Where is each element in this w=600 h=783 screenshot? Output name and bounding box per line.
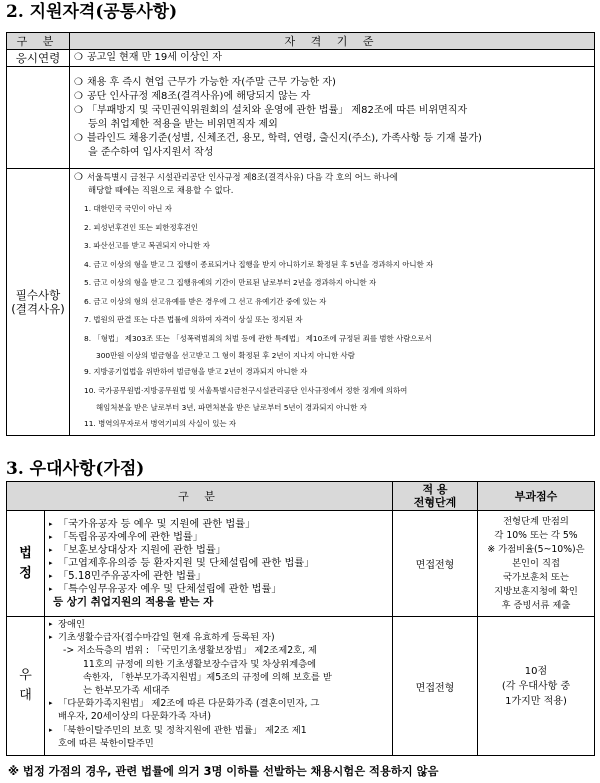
legal-item: 「고엽제후유의증 등 환자지원 및 단체설립에 관한 법률」 (58, 558, 315, 569)
legal-label-line2: 정 (19, 565, 32, 581)
pref-line: -> 저소득층의 범위 : 「국민기초생활보장법」 제2조제2호, 제 (63, 645, 317, 657)
legal-score (478, 511, 595, 617)
footnote: ※ 법정 가점의 경우, 관련 법률에 의거 3명 이하를 선발하는 채용시험은 적용하지 않음 (8, 765, 439, 778)
age-text: 공고일 현재 만 19세 이상인 자 (87, 52, 222, 63)
disq-item: 6. 금고 이상의 형의 선고유예를 받은 경우에 그 선고 유예기간 중에 있는 자 (84, 296, 327, 306)
pref-line: 는 한부모가족 세대주 (83, 685, 170, 697)
preference-row (7, 617, 595, 756)
pref-line: 「다문화가족지원법」 제2조에 따른 다문화가족 (결혼이민자, 그 (58, 698, 320, 710)
disq-intro-1: 서울특별시 금천구 시설관리공단 인사규정 제8조(결격사유) 다음 각 호의 어느 하나에 (87, 172, 398, 182)
disqualification-criteria (70, 169, 595, 436)
preference-stage: 면접전형 (393, 617, 478, 756)
triangle-bullet-icon: ▸ (49, 699, 53, 708)
common-row (7, 67, 595, 169)
disq-item-cont: 해임처분을 받은 날로부터 3년, 파면처분을 받은 날로부터 5년이 경과되지 아니한 자 (96, 403, 367, 412)
section3-title: 3. 우대사항(가점) (6, 459, 145, 479)
common-item: 블라인드 채용기준(성별, 신체조건, 용모, 학력, 연령, 출신지(주소), 가족사항 등 기재 불가) (87, 132, 482, 144)
triangle-bullet-icon: ▸ (49, 520, 53, 528)
triangle-bullet-icon: ▸ (49, 559, 53, 567)
preference-criteria (45, 617, 393, 756)
disq-item: 11. 병역의무자로서 병역기피의 사실이 있는 자 (84, 419, 237, 428)
triangle-bullet-icon: ▸ (49, 585, 53, 593)
common-item: 「부패방지 및 국민권익위원회의 설치와 운영에 관한 법률」 제82조에 따른 비위면직자 (87, 104, 468, 116)
legal-item: 「보훈보상대상자 지원에 관한 법률」 (58, 545, 226, 556)
preference-label-line1: 우 (19, 668, 32, 683)
header-category: 구 분 (7, 482, 393, 511)
pref-line: 호에 따른 북한이탈주민 (58, 737, 154, 749)
common-item: 을 준수하여 입사지원서 작성 (88, 146, 214, 158)
disqualification-label (7, 169, 70, 436)
circle-bullet-icon: ❍ (74, 104, 83, 116)
age-criteria (70, 50, 595, 67)
pref-line: 「북한이탈주민의 보호 및 정착지원에 관한 법률」 제2조 제1 (58, 724, 307, 736)
legal-label-line1: 법 (19, 545, 32, 561)
legal-item: 「독립유공자예우에 관한 법률」 (58, 532, 203, 543)
legal-score-line: ※ 가점비율(5~10%)은 (487, 543, 585, 555)
disq-item: 8. 「형법」 제303조 또는 「성폭력범죄의 처벌 등에 관한 특례법」 제10조에 규정된 죄를 범한 사람으로서 (84, 333, 432, 343)
triangle-bullet-icon: ▸ (49, 546, 53, 554)
legal-label (7, 511, 45, 617)
legal-score-line: 후 증빙서류 제출 (501, 599, 571, 611)
common-item: 등의 취업제한 적용을 받는 비위면직자 제외 (88, 118, 278, 130)
pref-line: 배우자, 20세이상의 다문화가족 자녀) (58, 711, 212, 723)
disqualification-row (7, 169, 595, 436)
preference-header-row (7, 482, 595, 511)
legal-stage: 면접전형 (393, 511, 478, 617)
preference-score-line2: (각 우대사항 중 (501, 680, 571, 692)
pref-line: 11호의 규정에 의한 기초생활보장수급자 및 차상위계층에 (83, 658, 317, 670)
disq-item: 9. 지방공기업법을 위반하여 벌금형을 받고 2년이 경과되지 아니한 자 (84, 367, 308, 376)
triangle-bullet-icon: ▸ (49, 572, 53, 580)
header-stage-line1: 적 용 (422, 483, 448, 496)
common-item: 채용 후 즉시 현업 근무가 가능한 자(주말 근무 가능한 자) (87, 76, 336, 88)
legal-item: 「국가유공자 등 예우 및 지원에 관한 법률」 (58, 519, 256, 530)
triangle-bullet-icon: ▸ (49, 633, 53, 642)
disq-item: 2. 피성년후견인 또는 피한정후견인 (84, 222, 199, 232)
preference-score (478, 617, 595, 756)
disq-item: 5. 금고 이상의 형을 받고 그 집행유예의 기간이 만료된 날로부터 2년을 경과하지 아니한 자 (84, 278, 377, 287)
qualification-header-row (7, 33, 595, 50)
disqualification-label-line2: (결격사유) (11, 301, 65, 316)
circle-bullet-icon: ❍ (74, 132, 83, 144)
circle-bullet-icon: ❍ (74, 90, 83, 102)
legal-item: 「특수임무유공자 예우 및 단체설립에 관한 법률」 (58, 584, 282, 595)
legal-row (7, 511, 595, 617)
header-criteria: 자 격 기 준 (70, 33, 595, 50)
triangle-bullet-icon: ▸ (49, 620, 53, 628)
legal-summary: 등 상기 취업지원의 적용을 받는 자 (53, 596, 214, 608)
disqualification-label-line1: 필수사항 (15, 287, 61, 302)
disq-item: 4. 금고 이상의 형을 받고 그 집행이 종료되거나 집행을 받지 아니하기로 확정된 후 5년을 경과하지 아니한 자 (84, 259, 434, 269)
header-stage (393, 482, 478, 511)
age-label: 응시연령 (7, 50, 70, 67)
disq-item: 10. 국가공무원법·지방공무원법 및 서울특별시금천구시설관리공단 인사규정에서 정한 징계에 의하여 (84, 385, 408, 395)
disq-item: 7. 법원의 판결 또는 다른 법률에 의하여 자격이 상실 또는 정지된 자 (84, 315, 303, 324)
disq-item-cont: 300만원 이상의 벌금형을 선고받고 그 형이 확정된 후 2년이 지나지 아니한 사람 (96, 351, 355, 360)
legal-item: 「5.18민주유공자에 관한 법률」 (58, 571, 206, 582)
qualification-table (6, 32, 595, 436)
legal-score-line: 국가보훈처 또는 (503, 571, 569, 583)
legal-score-line: 전형단계 만점의 (503, 515, 569, 527)
legal-score-line: 지방보훈지청에 확인 (494, 585, 578, 597)
disq-intro-2: 해당할 때에는 직원으로 채용할 수 없다. (88, 185, 234, 195)
legal-score-line: 각 10% 또는 각 5% (494, 529, 578, 541)
preference-score-line3: 1가지만 적용) (505, 695, 567, 707)
pref-line: 장애인 (58, 619, 85, 630)
preference-label-line2: 대 (19, 688, 32, 703)
header-stage-line2: 전형단계 (413, 496, 457, 509)
pref-line: 기초생활수급자(접수마감일 현재 유효하게 등록된 자) (58, 632, 275, 644)
preference-score-line1: 10점 (524, 665, 548, 677)
preference-table (6, 481, 595, 756)
triangle-bullet-icon: ▸ (49, 725, 53, 734)
preference-label (7, 617, 45, 756)
circle-bullet-icon: ❍ (74, 76, 83, 88)
age-row (7, 50, 595, 67)
common-criteria (70, 67, 595, 169)
header-category: 구 분 (7, 33, 70, 50)
legal-score-line: 본인이 직접 (512, 557, 560, 569)
header-score: 부과점수 (478, 482, 595, 511)
legal-criteria (45, 511, 393, 617)
circle-bullet-icon: ❍ (74, 172, 83, 183)
section2-title: 2. 지원자격(공통사항) (6, 2, 178, 22)
common-label-empty (7, 67, 70, 169)
common-item: 공단 인사규정 제8조(결격사유)에 해당되지 않는 자 (87, 90, 311, 102)
triangle-bullet-icon: ▸ (49, 533, 53, 541)
circle-bullet-icon: ❍ (74, 52, 83, 63)
pref-line: 속한자, 「한부모가족지원법」제5조의 규정에 의해 보호를 받 (83, 671, 332, 683)
disq-item: 1. 대한민국 국민이 아닌 자 (84, 204, 172, 213)
disq-item: 3. 파산선고를 받고 복권되지 아니한 자 (84, 241, 210, 250)
